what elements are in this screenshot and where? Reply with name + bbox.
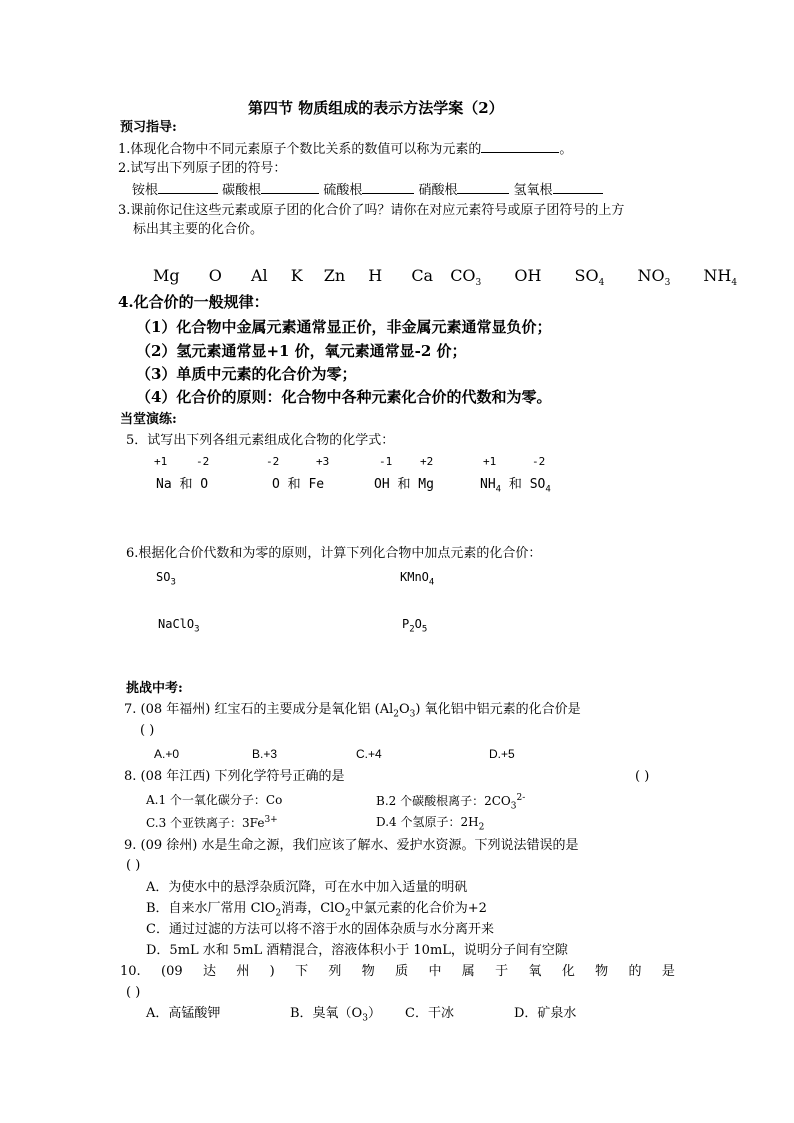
q10-option-d: D．矿泉水	[514, 1006, 577, 1021]
answer-blank[interactable]	[158, 181, 218, 194]
question-10-paren: ( )	[126, 985, 141, 1000]
compound-kmno4: KMnO$_4$	[400, 570, 435, 588]
question-1-end: 。	[559, 142, 573, 157]
question-1	[118, 140, 572, 158]
q10-option-c: C．干冰	[405, 1006, 454, 1021]
q9-option-d: D．5mL 水和 5mL 酒精混合，溶液体积小于 10mL，说明分子间有空隙	[146, 943, 568, 958]
question-8: 8. (08 年江西) 下列化学符号正确的是	[124, 769, 345, 784]
q9-option-b: B．自来水厂常用 ClO$_2$消毒，ClO$_2$中氯元素的化合价为+2	[146, 901, 487, 919]
question-9-paren: ( )	[126, 858, 141, 873]
symbol-co3: $CO_3$	[450, 266, 482, 289]
symbol-mg: Mg	[153, 266, 180, 285]
answer-blank[interactable]	[261, 181, 319, 194]
rule-4: （4）化合价的原则：化合物中各种元素化合价的代数和为零。	[136, 388, 552, 406]
answer-blank[interactable]	[553, 181, 603, 194]
question-2: 2.试写出下列原子团的符号：	[118, 161, 287, 176]
q10-option-a: A．高锰酸钾	[146, 1006, 221, 1021]
q8-option-c: C.3 个亚铁离子：$3Fe^{3+}$	[146, 815, 278, 830]
question-5: 5．试写出下列各组元素组成化合物的化学式：	[126, 433, 395, 448]
symbol-so4: $SO_4$	[574, 266, 605, 289]
q7-option-d: D.+5	[489, 747, 515, 761]
compound-p2o5: $P_2O_5$	[402, 617, 428, 635]
valence-5: -1	[379, 455, 393, 468]
question-9: 9. (09 徐州) 水是生命之源，我们应该了解水、爱护水资源。下列说法错误的是	[124, 838, 579, 853]
valence-6: +2	[420, 455, 434, 468]
symbol-h: H	[368, 266, 383, 285]
valence-2: -2	[196, 455, 210, 468]
pair-oh-mg: OH 和 Mg	[374, 477, 434, 492]
symbol-o: O	[208, 266, 222, 285]
group-label-ammonium: 铵根	[132, 183, 159, 198]
q8-option-b: B.2 个碳酸根离子：$2CO_3^{2-}$	[376, 793, 526, 812]
question-7: 7. (08 年福州) 红宝石的主要成分是氧化铝 $(Al_2O_3)$ 氧化铝中铝元素的化合价是	[124, 702, 581, 720]
question-8-paren: ( )	[635, 769, 650, 784]
question-7-paren: ( )	[140, 723, 155, 738]
symbol-k: K	[290, 266, 303, 285]
question-10: 10. (09 达 州 ) 下 列 物 质 中 属 于 氧 化 物 的 是	[120, 964, 675, 979]
valence-1: +1	[154, 455, 168, 468]
pair-nh4-so4: $NH_4$ 和 $SO_4$	[480, 477, 551, 495]
pair-o-fe: O 和 Fe	[272, 477, 325, 492]
pair-na-o: Na 和 O	[156, 477, 209, 492]
question-2-blanks	[132, 181, 603, 199]
question-1-text: 1.体现化合物中不同元素原子个数比关系的数值可以称为元素的	[118, 142, 482, 157]
section-heading-challenge: 挑战中考:	[126, 681, 183, 696]
section-heading-preview: 预习指导:	[120, 120, 177, 135]
rules-heading: 4.化合价的一般规律：	[118, 293, 269, 311]
question-3-line-1: 3.课前你记住这些元素或原子团的化合价了吗？请你在对应元素符号或原子团符号的上方	[118, 203, 625, 218]
valence-7: +1	[483, 455, 497, 468]
question-3-line-2: 标出其主要的化合价。	[133, 222, 264, 237]
answer-blank[interactable]	[481, 140, 559, 153]
compound-naclo3: NaClO$_3$	[158, 617, 200, 635]
group-label-carbonate: 碳酸根	[222, 183, 262, 198]
q8-option-d: D.4 个氢原子：$2H_2$	[376, 815, 485, 833]
element-symbols-row	[153, 266, 737, 289]
group-label-nitrate: 硝酸根	[418, 183, 458, 198]
symbol-no3: $NO_3$	[637, 266, 671, 289]
q7-option-a: A.+0	[154, 747, 180, 761]
rule-3: （3）单质中元素的化合价为零；	[136, 365, 357, 383]
symbol-oh: OH	[514, 266, 542, 285]
rule-1: （1）化合物中金属元素通常显正价，非金属元素通常显负价；	[136, 318, 552, 336]
answer-blank[interactable]	[362, 181, 414, 194]
page-title: 第四节 物质组成的表示方法学案（2）	[248, 99, 504, 117]
valence-3: -2	[266, 455, 280, 468]
question-6: 6.根据化合价代数和为零的原则，计算下列化合物中加点元素的化合价：	[126, 546, 542, 561]
answer-blank[interactable]	[457, 181, 509, 194]
q7-option-b: B.+3	[252, 747, 278, 761]
compound-so3: $SO_3$	[156, 570, 176, 588]
symbol-nh4: $NH_4$	[703, 266, 738, 289]
valence-4: +3	[316, 455, 330, 468]
valence-8: -2	[532, 455, 546, 468]
symbol-al: Al	[250, 266, 268, 285]
section-heading-practice: 当堂演练:	[120, 412, 177, 427]
rule-2: （2）氢元素通常显+1 价，氧元素通常显-2 价；	[136, 342, 467, 360]
group-label-hydroxide: 氢氧根	[513, 183, 553, 198]
symbol-ca: Ca	[411, 266, 434, 285]
group-label-sulfate: 硫酸根	[323, 183, 363, 198]
q8-option-a: A.1 个一氧化碳分子：Co	[146, 793, 283, 807]
q10-option-b: B．臭氧$(O_3)$	[290, 1006, 381, 1024]
q9-option-c: C．通过过滤的方法可以将不溶于水的固体杂质与水分离开来	[146, 922, 494, 937]
q7-option-c: C.+4	[356, 747, 382, 761]
symbol-zn: Zn	[323, 266, 346, 285]
q9-option-a: A．为使水中的悬浮杂质沉降，可在水中加入适量的明矾	[146, 880, 468, 895]
